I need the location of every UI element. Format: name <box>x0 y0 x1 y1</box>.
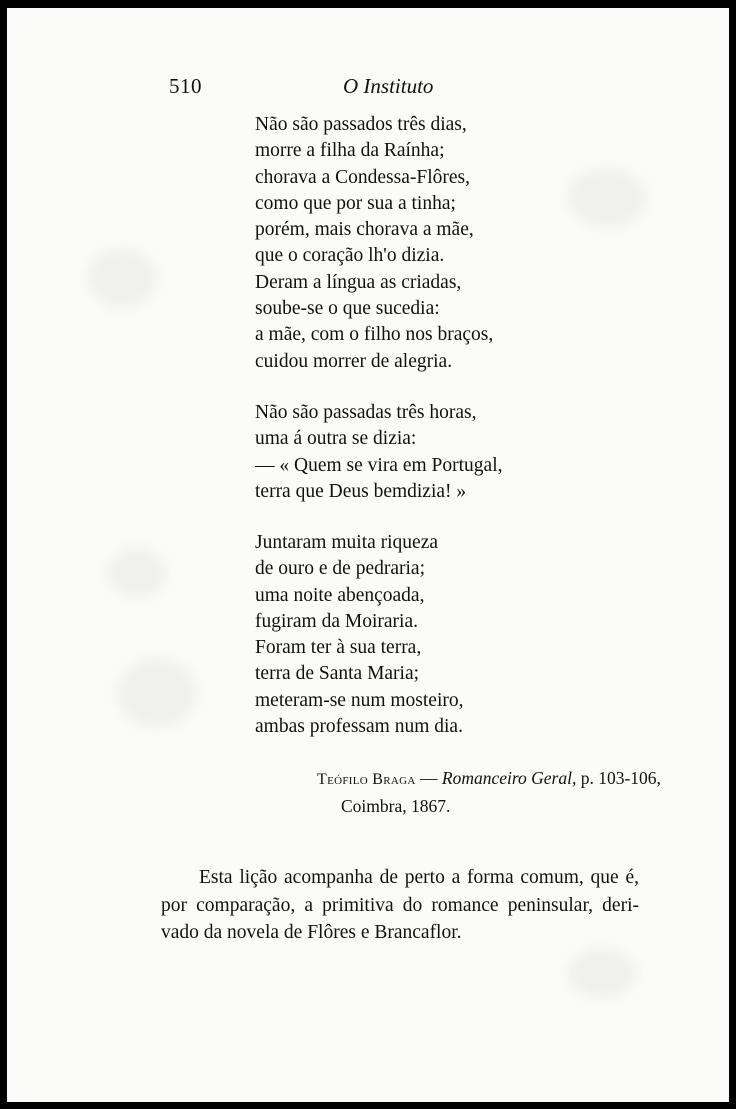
verse-line: Juntaram muita riqueza <box>255 532 439 553</box>
citation-author: Teófilo Braga <box>317 771 416 788</box>
paragraph-line: Esta lição acompanha de perto a forma comum, que é, <box>199 867 639 888</box>
verse-line: uma noite abençoada, <box>255 584 425 606</box>
verse-line: — « Quem se vira em Portugal, <box>255 454 503 476</box>
verse-line: cuidou morrer de alegria. <box>255 350 453 372</box>
verse-line: Foram ter à sua terra, <box>255 637 422 659</box>
citation-work: Romanceiro Geral, <box>441 768 577 788</box>
verse-line: soube-se o que sucedia: <box>255 298 440 320</box>
verse-line: fugiram da Moiraria. <box>255 610 418 632</box>
paragraph-line: por comparação, a primitiva do romance peninsular, deri- <box>161 894 639 916</box>
poem-stanza <box>255 400 503 505</box>
running-title: O Instituto <box>343 74 434 98</box>
verse-line: ambas professam num dia. <box>255 716 463 738</box>
paper-stain <box>107 548 167 598</box>
poem-stanza <box>255 530 463 740</box>
verse-line: que o coração lh'o dizia. <box>255 245 445 267</box>
verse-line: Não são passados três dias, <box>255 114 467 135</box>
page-number: 510 <box>169 74 202 98</box>
verse-line: de ouro e de pedraria; <box>255 558 425 580</box>
verse-line: Deram a língua as criadas, <box>255 271 462 293</box>
poem-stanza <box>255 112 493 375</box>
verse-line: porém, mais chorava a mãe, <box>255 219 474 241</box>
verse-line: uma á outra se dizia: <box>255 428 417 450</box>
verse-line: meteram-se num mosteiro, <box>255 689 464 711</box>
verse-line: terra de Santa Maria; <box>255 663 420 685</box>
paper-stain <box>117 658 197 728</box>
citation-place: Coimbra, 1867. <box>341 796 451 816</box>
verse-line: chorava a Condessa-Flôres, <box>255 166 470 188</box>
verse-line: Não são passadas três horas, <box>255 402 477 423</box>
source-citation <box>317 765 661 819</box>
paper-stain <box>567 168 647 228</box>
verse-line: a mãe, com o filho nos braços, <box>255 324 494 346</box>
verse-line: como que por sua a tinha; <box>255 192 456 214</box>
book-page <box>7 8 729 1102</box>
commentary-paragraph <box>161 864 639 947</box>
paper-stain <box>567 948 637 998</box>
paragraph-line: vado da novela de Flôres e Brancaflor. <box>161 922 462 943</box>
citation-pages: p. 103-106, <box>576 768 661 788</box>
citation-dash: — <box>415 768 442 788</box>
paper-stain <box>87 248 157 308</box>
verse-line: terra que Deus bemdizia! » <box>255 480 467 502</box>
verse-line: morre a filha da Raínha; <box>255 140 445 162</box>
